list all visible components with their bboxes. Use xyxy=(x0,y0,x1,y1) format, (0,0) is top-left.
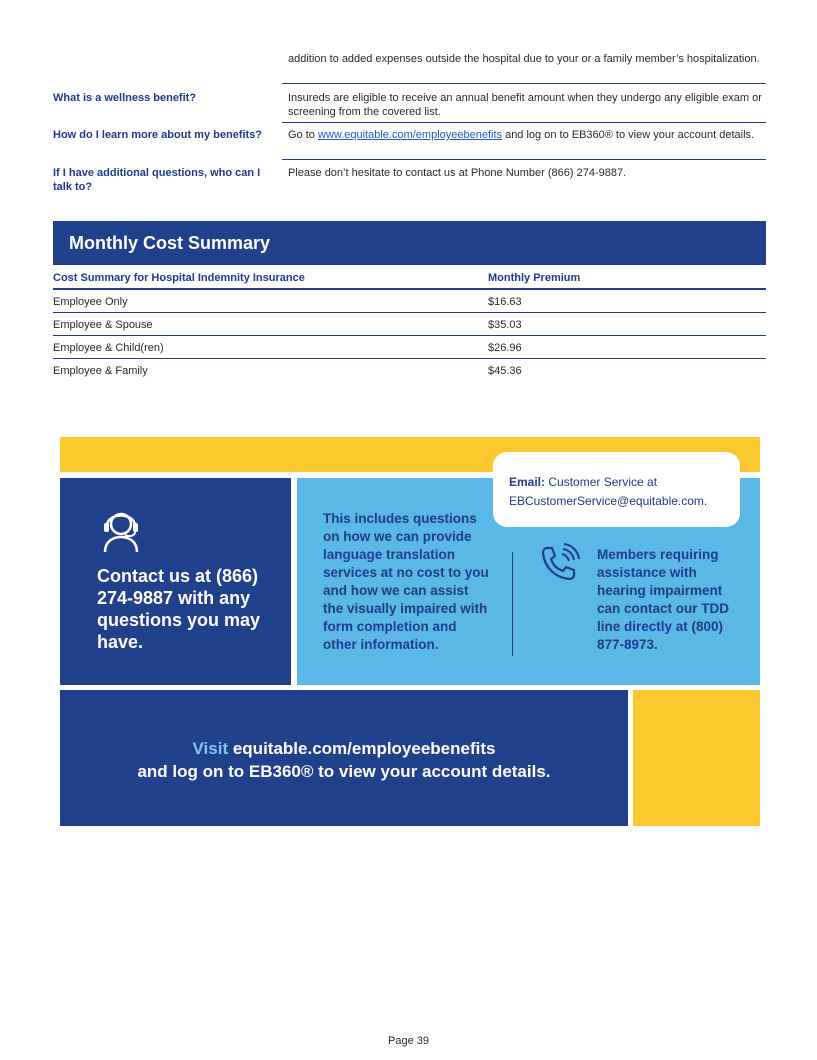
faq-answer-learn-more xyxy=(288,128,766,142)
premium-column-header: Monthly Premium xyxy=(488,272,581,284)
visit-line-2: and log on to EB360® to view your account details. xyxy=(137,762,551,781)
visit-word: Visit xyxy=(192,739,229,758)
premium-value: $16.63 xyxy=(488,296,522,308)
faq-answer-wellness: Insureds are eligible to receive an annual benefit amount when they undergo any eligible exam or screening from the covered list. xyxy=(288,92,762,118)
tier-label: Employee Only xyxy=(53,296,128,308)
cost-summary-header-bar xyxy=(53,221,766,265)
yellow-block-right xyxy=(633,690,760,826)
faq-question-contact: If I have additional questions, who can I talk to? xyxy=(53,167,261,193)
table-row xyxy=(53,337,766,360)
faq-divider xyxy=(282,122,766,123)
row-divider xyxy=(53,358,766,359)
visit-url[interactable]: equitable.com/employeebenefits xyxy=(232,739,496,758)
email-line xyxy=(509,473,657,491)
phone-hearing-icon xyxy=(538,542,580,584)
faq-divider xyxy=(282,159,766,160)
faq-question-learn-more: How do I learn more about my benefits? xyxy=(53,129,263,141)
page-number: Page 39 xyxy=(388,1035,429,1047)
row-divider xyxy=(53,335,766,336)
table-header-rule xyxy=(53,288,766,290)
language-services-text: This includes questions on how we can provide language translation services at no cost to you and how we can assist the visually impaired with form completion and other information. xyxy=(323,511,489,652)
table-row xyxy=(53,360,766,383)
row-divider xyxy=(53,312,766,313)
table-row xyxy=(53,291,766,314)
email-text: Customer Service at xyxy=(548,475,658,489)
headset-agent-icon xyxy=(99,506,143,554)
email-card xyxy=(493,452,740,527)
contact-phone-text: Contact us at (866) 274-9887 with any questions you may have. xyxy=(97,566,261,652)
faq-continuation-text: addition to added expenses outside the hospital due to your or a family member’s hospitalization. xyxy=(288,53,760,65)
tdd-line-text: Members requiring assistance with hearing impairment can contact our TDD line directly at (800) 877-8973. xyxy=(597,547,730,652)
premium-value: $35.03 xyxy=(488,319,522,331)
contact-phone-panel xyxy=(60,478,291,685)
premium-value: $26.96 xyxy=(488,342,522,354)
email-label: Email: xyxy=(509,475,546,489)
tier-label: Employee & Spouse xyxy=(53,319,153,331)
coverage-column-header: Cost Summary for Hospital Indemnity Insurance xyxy=(53,272,305,284)
faq-divider xyxy=(282,83,766,84)
faq-question-wellness: What is a wellness benefit? xyxy=(53,92,197,104)
table-row xyxy=(53,314,766,337)
visit-line-1 xyxy=(60,739,628,759)
premium-value: $45.36 xyxy=(488,365,522,377)
tier-label: Employee & Family xyxy=(53,365,148,377)
panel-divider xyxy=(512,552,513,656)
employee-benefits-link[interactable]: www.equitable.com/employeebenefits xyxy=(317,129,503,141)
faq-answer-contact: Please don’t hesitate to contact us at Phone Number (866) 274-9887. xyxy=(288,167,627,179)
answer-prefix: Go to xyxy=(288,129,318,141)
email-address[interactable]: EBCustomerService@equitable.com. xyxy=(509,494,708,508)
cost-summary-title: Monthly Cost Summary xyxy=(69,233,271,253)
tier-label: Employee & Child(ren) xyxy=(53,342,164,354)
answer-suffix: and log on to EB360® to view your account details. xyxy=(502,129,755,141)
